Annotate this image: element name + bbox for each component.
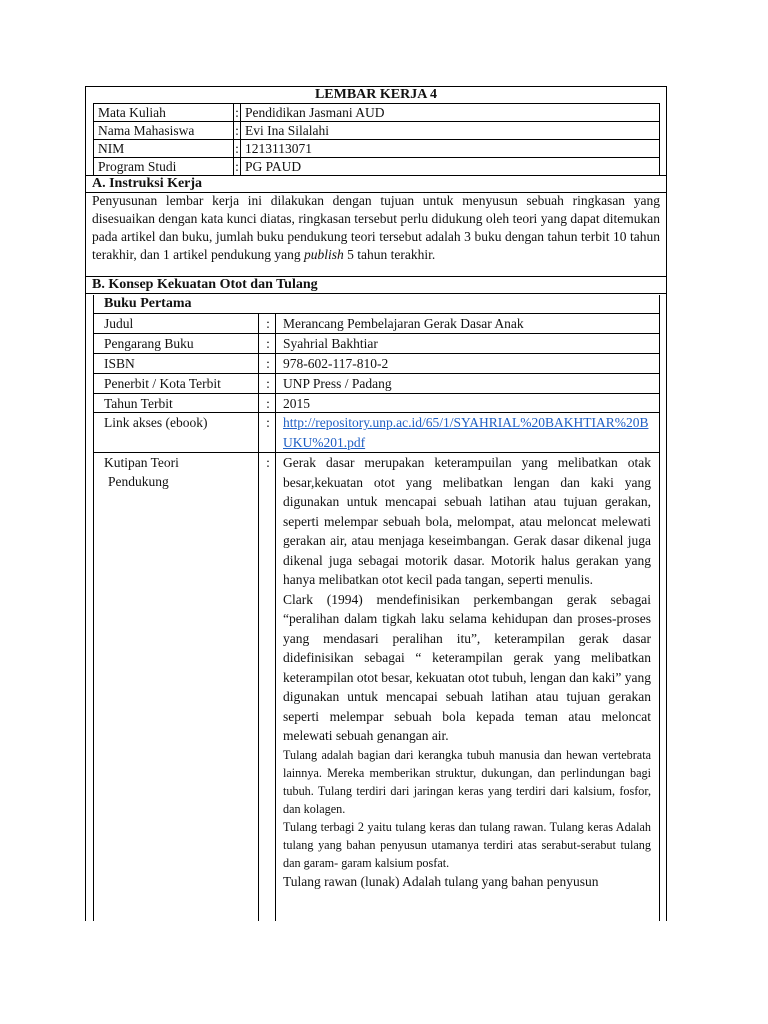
link-separator: : [266,415,270,430]
column-divider [258,313,259,921]
row-value: Syahrial Bakhtiar [283,336,378,351]
book-subheading: Buku Pertama [104,296,192,311]
row-separator: : [266,396,270,411]
row-value: 2015 [283,396,310,411]
info-value: PG PAUD [241,158,660,176]
student-info-table [93,103,660,176]
row-label: ISBN [104,356,135,371]
table-row [94,140,660,158]
quote-paragraph: Tulang terbagi 2 yaitu tulang keras dan tulang rawan. Tulang keras Adalah tulang yang bahan penyusun utamanya terdiri atas serabut-serabut tulang dan garam- garam kalsium posfat. [283,819,651,870]
info-separator: : [235,158,239,174]
row-label: Penerbit / Kota Terbit [104,376,221,391]
divider [85,293,667,294]
info-value: 1213113071 [241,140,660,158]
row-separator: : [266,316,270,331]
info-label: NIM [94,140,234,158]
info-separator: : [235,122,239,138]
section-b-heading: B. Konsep Kekuatan Otot dan Tulang [92,277,318,292]
quote-separator: : [266,455,270,470]
info-value: Pendidikan Jasmani AUD [241,104,660,122]
quote-paragraph: Tulang rawan (lunak) Adalah tulang yang bahan penyusun [283,873,599,889]
quote-text [283,453,651,891]
table-row [94,158,660,176]
divider [93,373,660,374]
row-label: Judul [104,316,134,331]
row-label: Tahun Terbit [104,396,173,411]
column-divider [275,313,276,921]
quote-paragraph: Clark (1994) mendefinisikan perkembangan gerak sebagai “peralihan dalam tigkah laku selama kehidupan dan proses-proses yang mendasari peralihan itu”, keterampilan gerak dasar didefinisikan sebagai “ keterampilan gerak yang melibatkan keterampilan otot besar, kekuatan otot tubuh, lengan dan kaki” yang digunakan untuk mencapai sebuah latihan atau tujuan gerakan seperti melempar sebuah bola kepada teman atau meloncat melewati sebuah genangan air. [283,591,651,743]
quote-label-2: Pendukung [108,474,169,489]
instruction-italic: publish [304,247,344,262]
row-value: Merancang Pembelajaran Gerak Dasar Anak [283,316,524,331]
quote-paragraph: Tulang adalah bagian dari kerangka tubuh manusia dan hewan vertebrata lainnya. Mereka memberikan struktur, dukungan, dan perlindungan bagi tubuh. Tulang terdiri dari jaringan keras yang terdiri dari kalsium, fosfor, dan kolagen. [283,747,651,816]
info-value: Evi Ina Silalahi [241,122,660,140]
row-label: Pengarang Buku [104,336,194,351]
info-label: Nama Mahasiswa [94,122,234,140]
ebook-link[interactable]: http://repository.unp.ac.id/65/1/SYAHRIAL%20BAKHTIAR%20BUKU%201.pdf [283,415,649,450]
info-label: Program Studi [94,158,234,176]
row-separator: : [266,336,270,351]
divider [93,393,660,394]
section-a-heading: A. Instruksi Kerja [92,176,203,191]
divider [93,353,660,354]
info-label: Mata Kuliah [94,104,234,122]
row-value: UNP Press / Padang [283,376,392,391]
divider [93,313,660,314]
row-separator: : [266,356,270,371]
link-label: Link akses (ebook) [104,415,208,430]
quote-paragraph: Gerak dasar merupakan keterampuilan yang melibatkan otak besar,kekuatan otot yang melibatkan lengan dan kaki yang digunakan untuk mencapai sebuah latihan atau tujuan gerakan, seperti melempar sebuah bola, melompat, atau meloncat melewati gerakan air, atau menjaga keseimbangan. Gerak dasar dikenal juga dikenal juga sebagai motorik dasar. Motorik halus gerakan yang hanya melibatkan otot kecil pada tangan, seperti menulis. [283,455,651,587]
quote-label: Kutipan Teori [104,455,179,470]
instruction-paragraph [92,192,660,264]
table-row [94,122,660,140]
instruction-text: Penyusunan lembar kerja ini dilakukan dengan tujuan untuk menyusun sebuah ringkasan yang disesuaikan dengan kata kunci diatas, ringkasan tersebut perlu didukung oleh teori yang dapat ditemukan pada artikel dan buku, jumlah buku pendukung teori tersebut adalah 3 buku dengan tahun terbit 10 tahun terakhir, dan 1 artikel pendukung yang [92,193,660,262]
info-separator: : [235,104,239,120]
table-row [94,104,660,122]
divider [93,333,660,334]
info-separator: : [235,140,239,156]
row-value: 978-602-117-810-2 [283,356,389,371]
page-title: LEMBAR KERJA 4 [314,87,438,102]
row-separator: : [266,376,270,391]
instruction-text-end: 5 tahun terakhir. [343,247,436,262]
